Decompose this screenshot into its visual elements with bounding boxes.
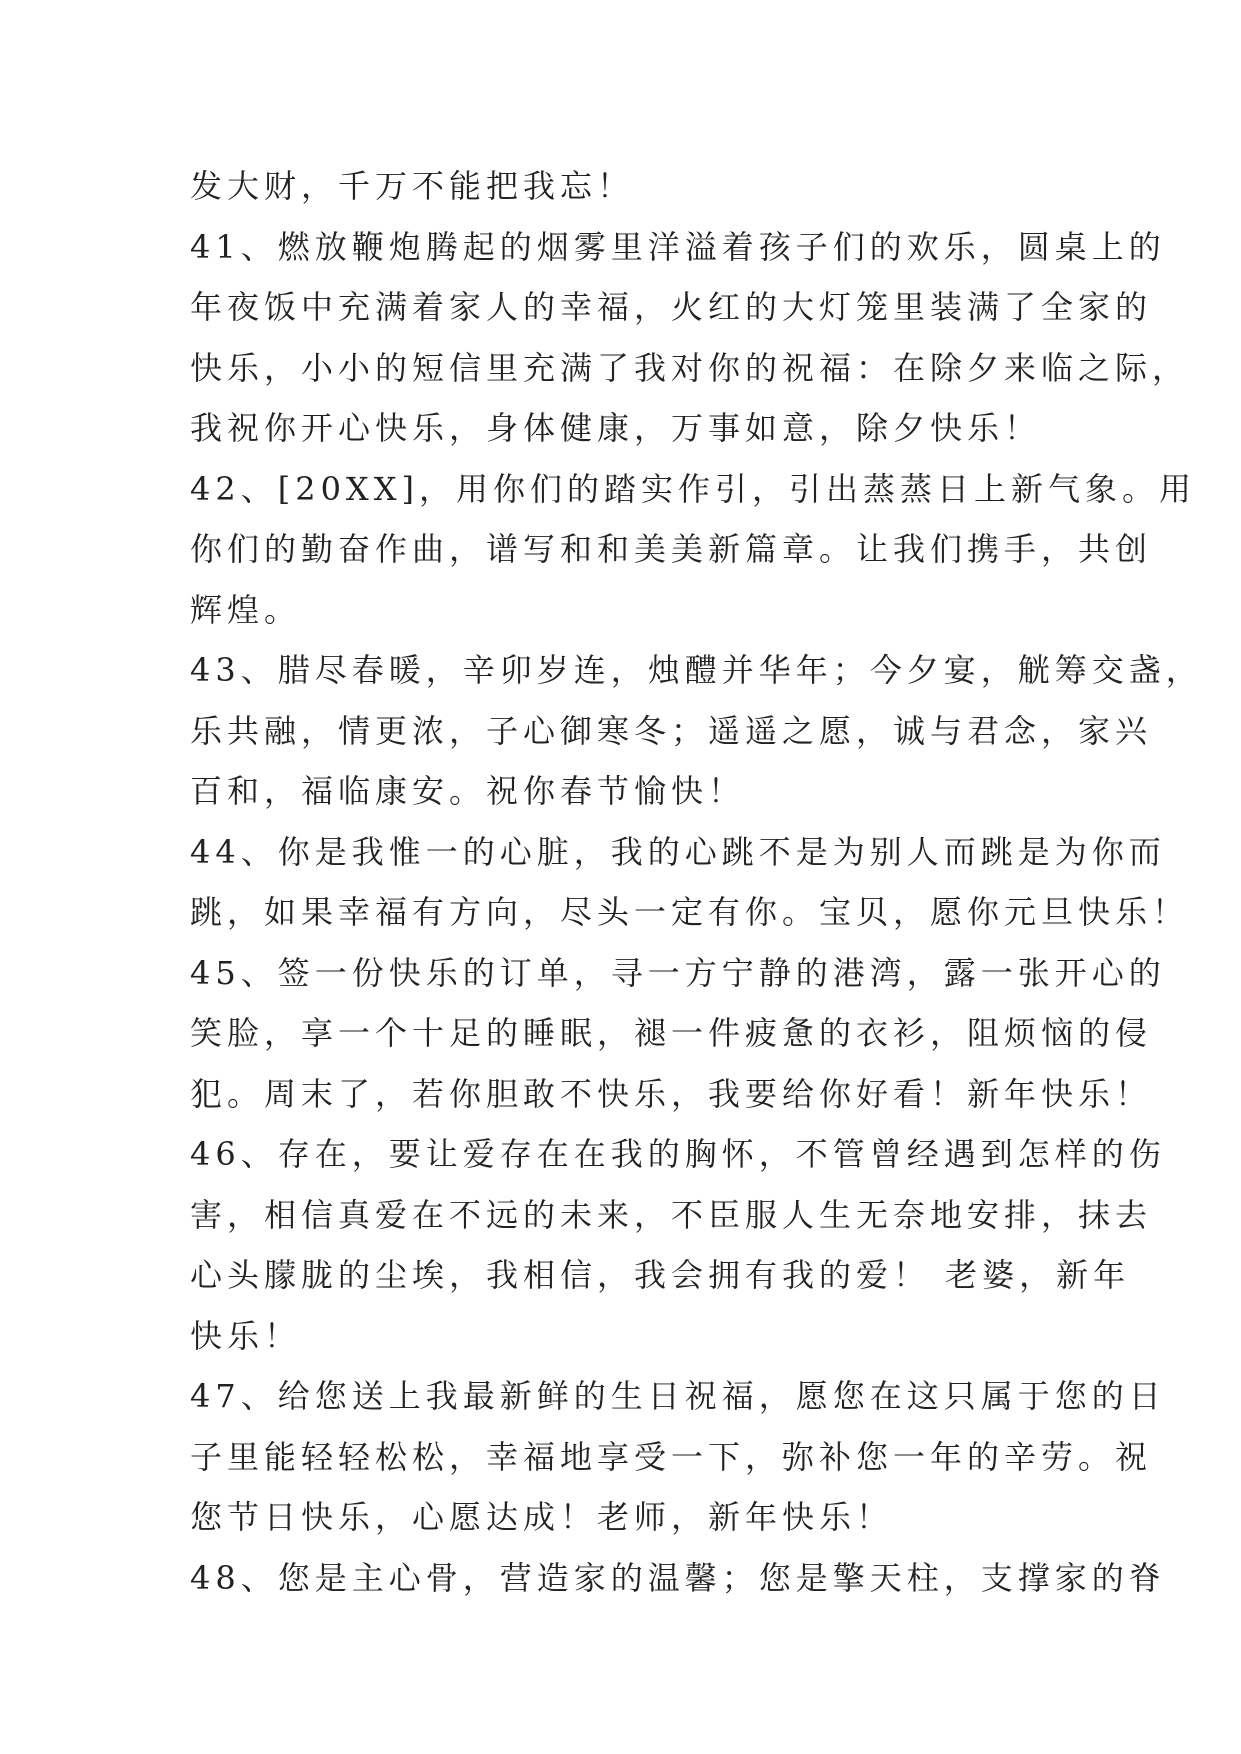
text-line: 乐共融，情更浓，子心御寒冬；遥遥之愿，诚与君念，家兴 — [190, 711, 1153, 750]
text-line: 犯。周末了，若你胆敢不快乐，我要给你好看！新年快乐！ — [190, 1074, 1153, 1113]
text-line: 48、您是主心骨，营造家的温馨；您是擎天柱，支撑家的脊 — [190, 1558, 1166, 1597]
document-body — [190, 156, 1203, 1608]
text-line: 子里能轻轻松松，幸福地享受一下，弥补您一年的辛劳。祝 — [190, 1437, 1153, 1476]
text-line: 你们的勤奋作曲，谱写和和美美新篇章。让我们携手，共创 — [190, 530, 1153, 568]
text-line: 年夜饭中充满着家人的幸福，火红的大灯笼里装满了全家的 — [190, 288, 1153, 326]
text-line: 43、腊尽春暖，辛卯岁连，烛醴并华年；今夕宴，觥筹交盏， — [190, 651, 1203, 689]
text-line: 快乐，小小的短信里充满了我对你的祝福：在除夕来临之际， — [190, 348, 1190, 387]
text-line: 笑脸，享一个十足的睡眠，褪一件疲惫的衣衫，阻烦恼的侵 — [190, 1014, 1153, 1052]
text-line: 跳，如果幸福有方向，尽头一定有你。宝贝，愿你元旦快乐！ — [190, 893, 1190, 931]
text-line: 发大财，千万不能把我忘！ — [190, 167, 635, 205]
text-line: 我祝你开心快乐，身体健康，万事如意，除夕快乐！ — [190, 409, 1042, 447]
text-line: 45、签一份快乐的订单，寻一方宁静的港湾，露一张开心的 — [190, 953, 1166, 992]
text-line: 47、给您送上我最新鲜的生日祝福，愿您在这只属于您的日 — [190, 1377, 1166, 1415]
text-line: 辉煌。 — [190, 590, 302, 629]
text-line: 百和，福临康安。祝你春节愉快！ — [190, 772, 746, 810]
text-line: 害，相信真爱在不远的未来，不臣服人生无奈地安排，抹去 — [190, 1195, 1153, 1234]
text-line: 您节日快乐，心愿达成！老师，新年快乐！ — [190, 1498, 894, 1536]
text-line: 44、你是我惟一的心脏，我的心跳不是为别人而跳是为你而 — [190, 832, 1166, 871]
text-line: 心头朦胧的尘埃，我相信，我会拥有我的爱！ 老婆，新年 — [190, 1256, 1131, 1294]
text-line: 快乐！ — [190, 1316, 302, 1355]
text-line: 42、[20XX]，用你们的踏实作引，引出蒸蒸日上新气象。用 — [190, 469, 1196, 508]
text-line: 46、存在，要让爱存在在我的胸怀，不管曾经遇到怎样的伤 — [190, 1135, 1166, 1173]
text-line: 41、燃放鞭炮腾起的烟雾里洋溢着孩子们的欢乐，圆桌上的 — [190, 227, 1166, 266]
